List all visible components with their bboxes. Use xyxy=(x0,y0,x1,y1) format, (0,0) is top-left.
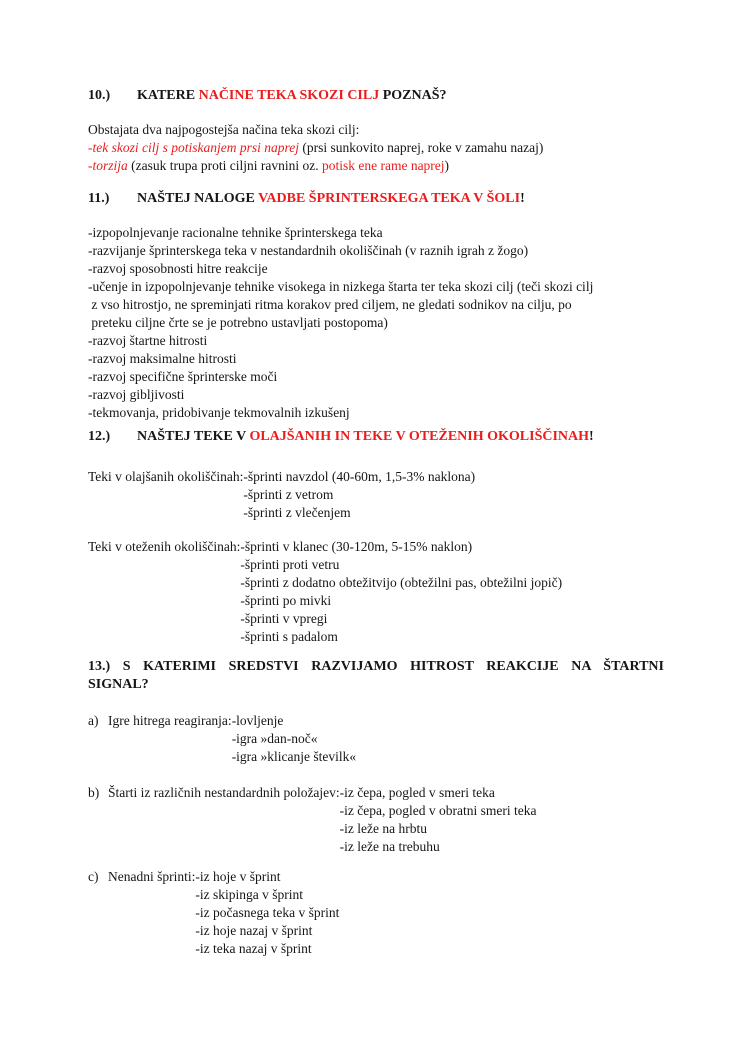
list-item: z vso hitrostjo, ne spreminjati ritma korakov pred ciljem, ne gledati sodnikov na cilju, po xyxy=(88,297,572,312)
easier-conditions-row xyxy=(88,468,664,522)
answer-10-line-2 xyxy=(88,157,664,175)
answer-10-line-1-highlight: -tek skozi cilj s potiskanjem prsi naprej xyxy=(88,140,299,155)
harder-conditions-label: Teki v oteženih okoliščinah: xyxy=(88,539,241,554)
list-item: -šprinti v klanec (30-120m, 5-15% naklon) xyxy=(240,539,473,554)
list-item: -šprinti z vetrom xyxy=(243,487,334,502)
list-item: -iz hoje v šprint xyxy=(195,869,281,884)
question-13-answer-c xyxy=(88,868,664,958)
question-10-answer xyxy=(88,121,664,175)
answer-a-items xyxy=(232,712,356,766)
answer-10-line-2-end: ) xyxy=(444,158,450,173)
answer-10-line-1-rest: (prsi sunkovito naprej, roke v zamahu nazaj) xyxy=(298,140,544,155)
question-10-heading xyxy=(88,87,664,105)
list-item: -igra »klicanje številk« xyxy=(231,749,357,764)
answer-b-items xyxy=(340,784,537,856)
list-item: -šprinti s padalom xyxy=(240,629,338,644)
question-12-title xyxy=(137,428,664,446)
list-item: -šprinti z dodatno obtežitvijo (obtežilni pas, obtežilni jopič) xyxy=(240,575,563,590)
answer-c-items xyxy=(195,868,339,958)
question-11-number: 11.) xyxy=(88,191,110,206)
list-item: -šprinti proti vetru xyxy=(240,557,340,572)
list-item: -učenje in izpopolnjevanje tehnike visokega in nizkega štarta ter teka skozi cilj (teči skozi cilj xyxy=(88,279,594,294)
question-13-heading xyxy=(88,658,664,694)
list-item: -iz počasnega teka v šprint xyxy=(195,905,340,920)
question-10-title-pre: KATERE xyxy=(137,88,199,103)
list-item: -razvoj sposobnosti hitre reakcije xyxy=(88,261,268,276)
answer-c-label: Nenadni šprinti: xyxy=(108,869,196,884)
question-11-heading xyxy=(88,190,664,208)
list-item: -šprinti navzdol (40-60m, 1,5-3% naklona) xyxy=(243,469,476,484)
list-item: -iz leže na trebuhu xyxy=(339,839,440,854)
answer-a-row xyxy=(88,712,664,766)
answer-c-marker: c) xyxy=(88,869,99,884)
list-item: -iz skipinga v šprint xyxy=(195,887,303,902)
list-item: -razvoj maksimalne hitrosti xyxy=(88,351,237,366)
question-10-title-highlight: NAČINE TEKA SKOZI CILJ xyxy=(198,88,380,103)
easier-conditions-items xyxy=(243,468,475,522)
list-item: -iz hoje nazaj v šprint xyxy=(195,923,313,938)
answer-10-line-1 xyxy=(88,139,664,157)
question-10-title-post: POZNAŠ? xyxy=(379,88,447,103)
question-13-answer-b xyxy=(88,784,664,856)
list-item: -iz čepa, pogled v obratni smeri teka xyxy=(339,803,537,818)
list-item: -igra »dan-noč« xyxy=(231,731,318,746)
question-10-heading-row xyxy=(88,87,664,105)
answer-10-line-2-red: potisk ene rame naprej xyxy=(321,158,445,173)
question-13-answer-a xyxy=(88,712,664,766)
list-item: -šprinti po mivki xyxy=(240,593,332,608)
list-item: -šprinti z vlečenjem xyxy=(243,505,351,520)
question-11-title xyxy=(137,190,664,208)
answer-10-line-2-mid: (zasuk trupa proti ciljni ravnini oz. xyxy=(127,158,322,173)
answer-b-marker: b) xyxy=(88,785,100,800)
question-12-title-pre: NAŠTEJ TEKE V xyxy=(137,429,250,444)
answer-a-label: Igre hitrega reagiranja: xyxy=(108,713,232,728)
answer-c-row xyxy=(88,868,664,958)
list-item: -šprinti v vpregi xyxy=(240,611,328,626)
question-12-title-highlight: OLAJŠANIH IN TEKE V OTEŽENIH OKOLIŠČINAH xyxy=(249,429,590,444)
question-12-harder-block xyxy=(88,538,664,646)
answer-b-row xyxy=(88,784,664,856)
harder-conditions-row xyxy=(88,538,664,646)
harder-conditions-items xyxy=(240,538,562,646)
question-11-answer xyxy=(88,224,664,422)
list-item: -razvoj specifične šprinterske moči xyxy=(88,369,278,384)
answer-10-intro: Obstajata dva najpogostejša načina teka skozi cilj: xyxy=(88,122,360,137)
question-12-title-post: ! xyxy=(589,429,594,444)
list-item: preteku ciljne črte se je potrebno ustavljati postopoma) xyxy=(88,315,388,330)
question-10-number: 10.) xyxy=(88,88,111,103)
answer-b-label: Štarti iz različnih nestandardnih položajev: xyxy=(108,785,340,800)
question-11-heading-row xyxy=(88,190,664,208)
question-11-title-pre: NAŠTEJ NALOGE xyxy=(137,191,259,206)
question-11-title-highlight: VADBE ŠPRINTERSKEGA TEKA V ŠOLI xyxy=(258,191,521,206)
list-item: -razvoj gibljivosti xyxy=(88,387,185,402)
easier-conditions-label: Teki v olajšanih okoliščinah: xyxy=(88,469,244,484)
list-item: -iz leže na hrbtu xyxy=(339,821,427,836)
list-item: -iz čepa, pogled v smeri teka xyxy=(339,785,495,800)
question-13-heading-line-2: SIGNAL? xyxy=(88,677,149,692)
list-item: -tekmovanja, pridobivanje tekmovalnih izkušenj xyxy=(88,405,350,420)
list-item: -izpopolnjevanje racionalne tehnike šprinterskega teka xyxy=(88,225,383,240)
answer-10-line-2-highlight: -torzija xyxy=(88,158,128,173)
question-11-title-post: ! xyxy=(520,191,525,206)
list-item: -razvijanje šprinterskega teka v nestandardnih okoliščinah (v raznih igrah z žogo) xyxy=(88,243,529,258)
question-12-heading xyxy=(88,428,664,446)
question-12-easier-block xyxy=(88,468,664,522)
list-item: -lovljenje xyxy=(231,713,284,728)
answer-a-marker: a) xyxy=(88,713,99,728)
question-12-heading-row xyxy=(88,428,664,446)
question-12-number: 12.) xyxy=(88,429,111,444)
list-item: -iz teka nazaj v šprint xyxy=(195,941,312,956)
question-10-title xyxy=(137,87,664,105)
list-item: -razvoj štartne hitrosti xyxy=(88,333,208,348)
question-13-heading-line-1: 13.) S KATERIMI SREDSTVI RAZVIJAMO HITROST REAKCIJE NA ŠTARTNI xyxy=(88,659,664,674)
